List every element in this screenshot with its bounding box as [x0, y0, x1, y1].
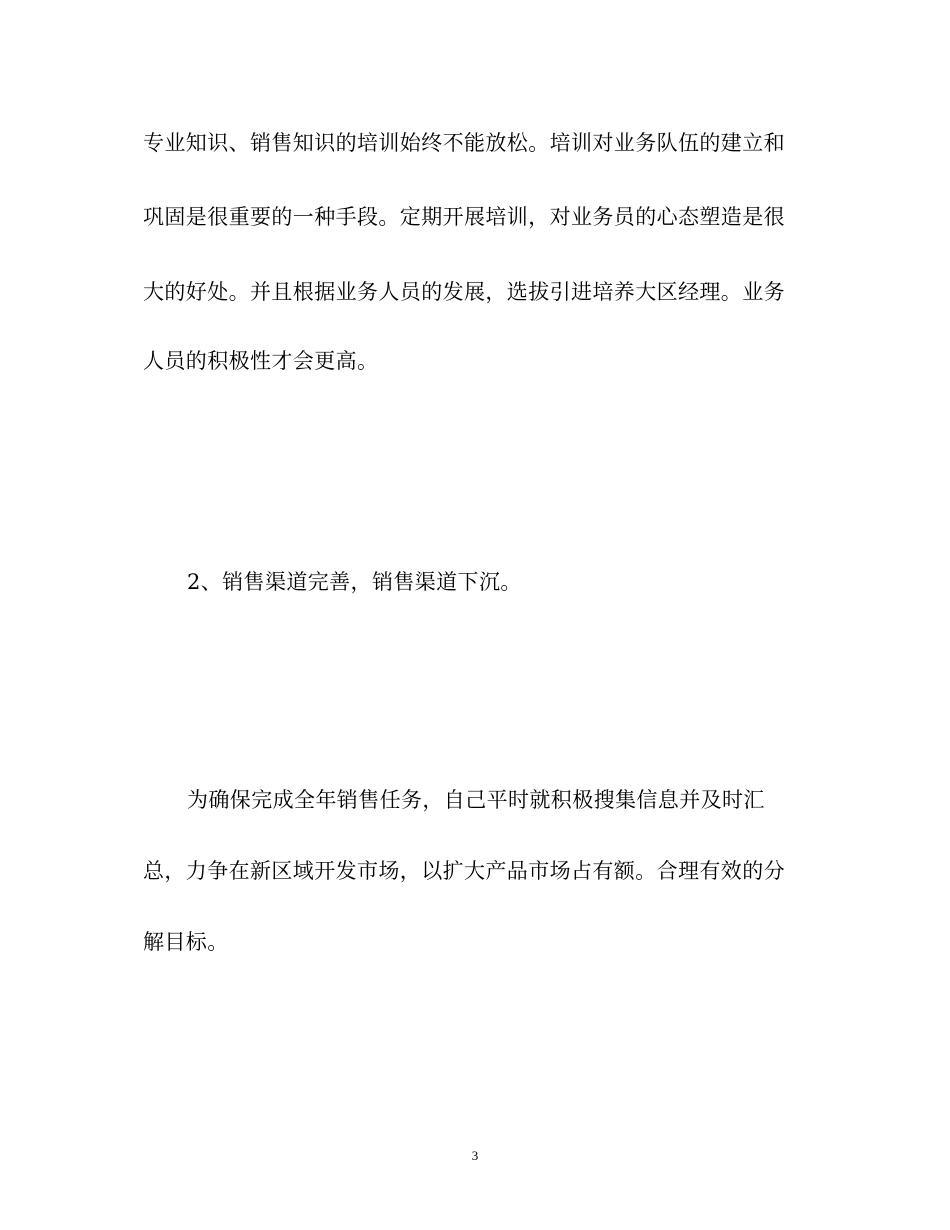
- paragraph-1-line-3: 大的好处。并且根据业务人员的发展，选拔引进培养大区经理。业务: [143, 280, 785, 304]
- paragraph-2-line-1: 为确保完成全年销售任务，自己平时就积极搜集信息并及时汇: [187, 788, 765, 812]
- paragraph-1-line-1: 专业知识、销售知识的培训始终不能放松。培训对业务队伍的建立和: [143, 131, 785, 155]
- paragraph-2-line-3: 解目标。: [143, 930, 229, 954]
- page-number: 3: [471, 1148, 479, 1163]
- section-heading: 2、销售渠道完善，销售渠道下沉。: [187, 570, 522, 594]
- paragraph-1-line-4: 人员的积极性才会更高。: [143, 349, 379, 373]
- paragraph-1-line-2: 巩固是很重要的一种手段。定期开展培训，对业务员的心态塑造是很: [143, 205, 785, 229]
- paragraph-2-line-2: 总，力争在新区域开发市场，以扩大产品市场占有额。合理有效的分: [143, 859, 785, 883]
